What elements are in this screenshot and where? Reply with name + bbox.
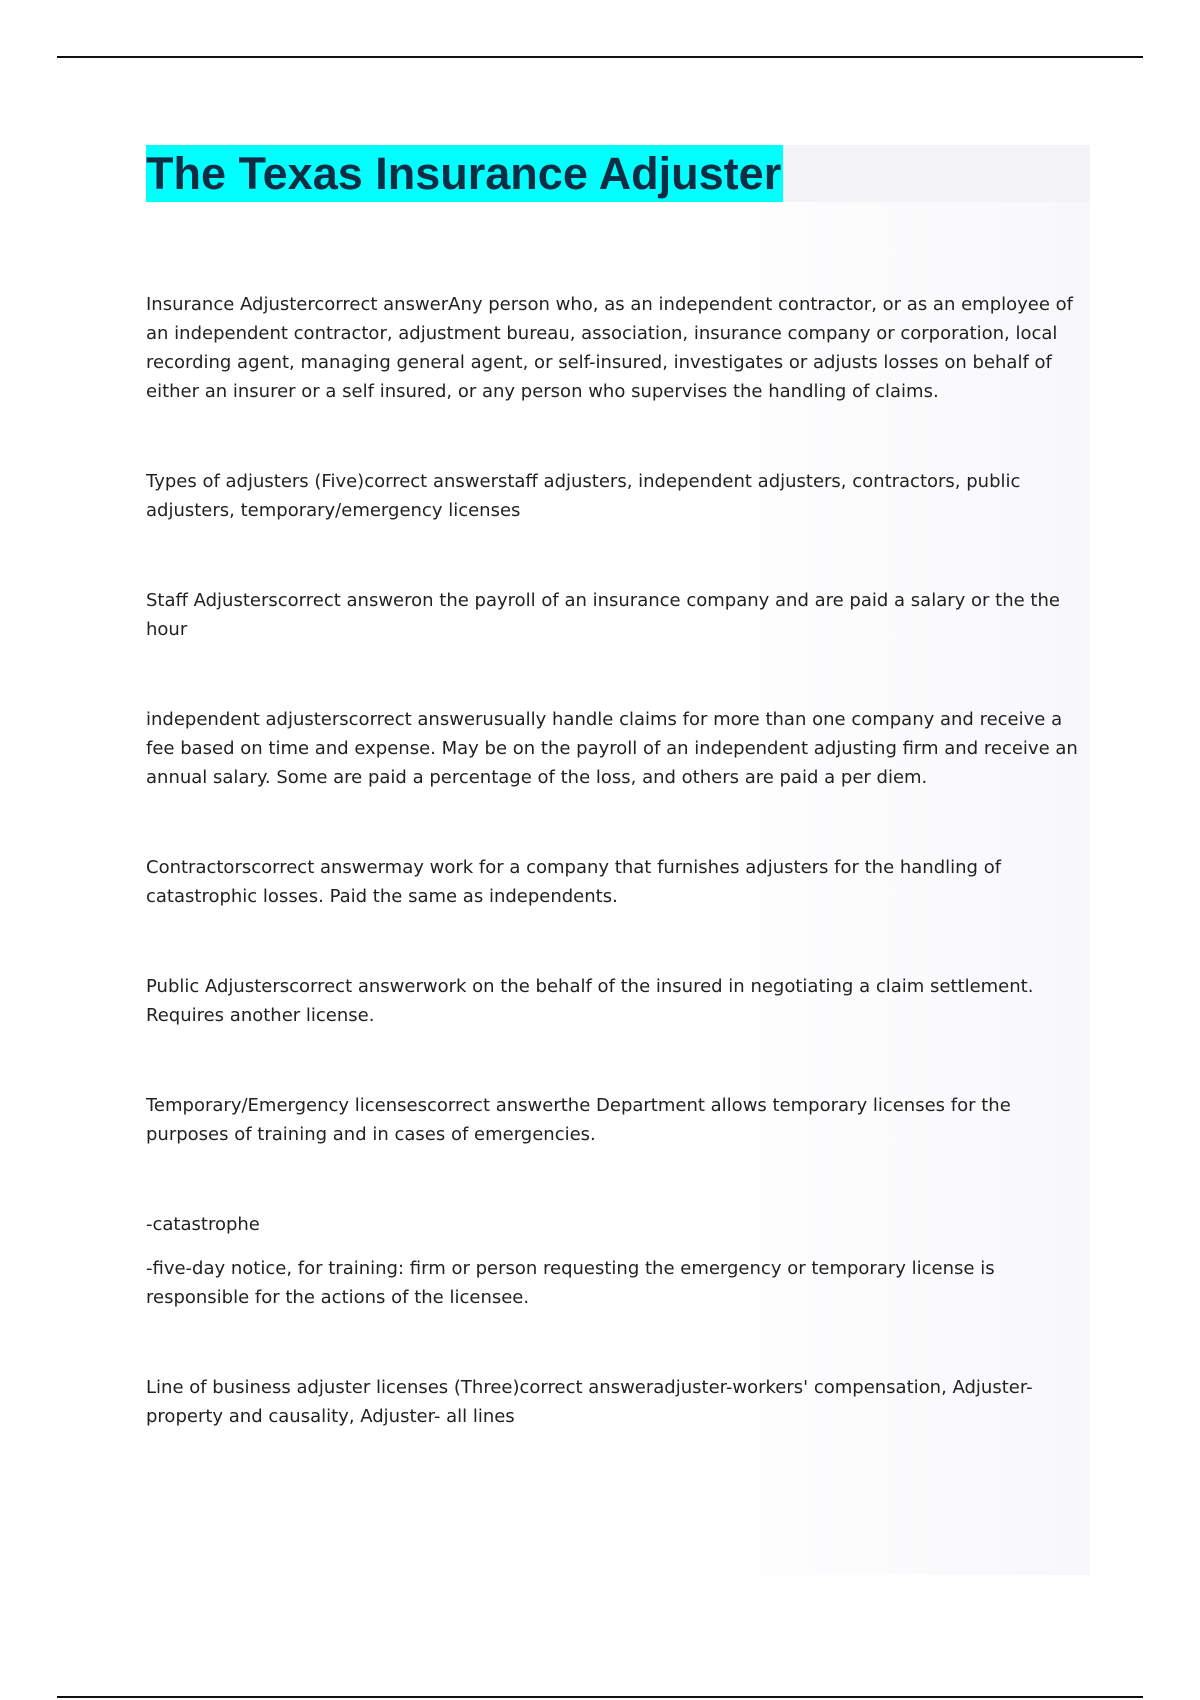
qa-entry-text: independent adjusterscorrect answerusually handle claims for more than one company and receive a fee based on time and expense. May be on the payroll of an independent adjusting firm and receive an annual salary. Some are paid a percentage of the loss, and others are paid a per diem. [146,709,1078,788]
qa-entry-text: -catastrophe [146,1214,260,1235]
qa-entry-text: Temporary/Emergency licensescorrect answerthe Department allows temporary licenses for the purposes of training and in cases of emergencies. [146,1095,1011,1145]
qa-entry [146,290,1091,406]
document-title: The Texas Insurance Adjuster [146,145,783,202]
qa-entry-text: Public Adjusterscorrect answerwork on the behalf of the insured in negotiating a claim settlement. Requires another license. [146,976,1034,1026]
top-rule [57,56,1143,58]
qa-entry [146,586,1091,644]
qa-entry [146,1373,1091,1431]
qa-entry-text: -five-day notice, for training: firm or person requesting the emergency or temporary license is responsible for the actions of the licensee. [146,1258,995,1308]
qa-entry-bullet [146,1254,1091,1312]
qa-entries [146,290,1091,1492]
qa-entry [146,705,1091,792]
qa-entry [146,1091,1091,1149]
qa-entry [146,467,1091,525]
bottom-rule [57,1696,1143,1698]
qa-entry-text: Types of adjusters (Five)correct answerstaff adjusters, independent adjusters, contractors, public adjusters, temporary/emergency licenses [146,471,1021,521]
qa-entry-bullet [146,1210,1091,1239]
qa-entry-text: Insurance Adjustercorrect answerAny person who, as an independent contractor, or as an employee of an independent contractor, adjustment bureau, association, insurance company or corporation, local recording agent, managing general agent, or self-insured, investigates or adjusts losses on behalf of either an insurer or a self insured, or any person who supervises the handling of claims. [146,294,1073,402]
qa-entry-text: Contractorscorrect answermay work for a company that furnishes adjusters for the handling of catastrophic losses. Paid the same as independents. [146,857,1002,907]
qa-entry [146,972,1091,1030]
qa-entry-text: Line of business adjuster licenses (Three)correct answeradjuster-workers' compensation, Adjuster-property and causality, Adjuster- all lines [146,1377,1033,1427]
qa-entry-text: Staff Adjusterscorrect answeron the payroll of an insurance company and are paid a salary or the the hour [146,590,1060,640]
qa-entry [146,853,1091,911]
